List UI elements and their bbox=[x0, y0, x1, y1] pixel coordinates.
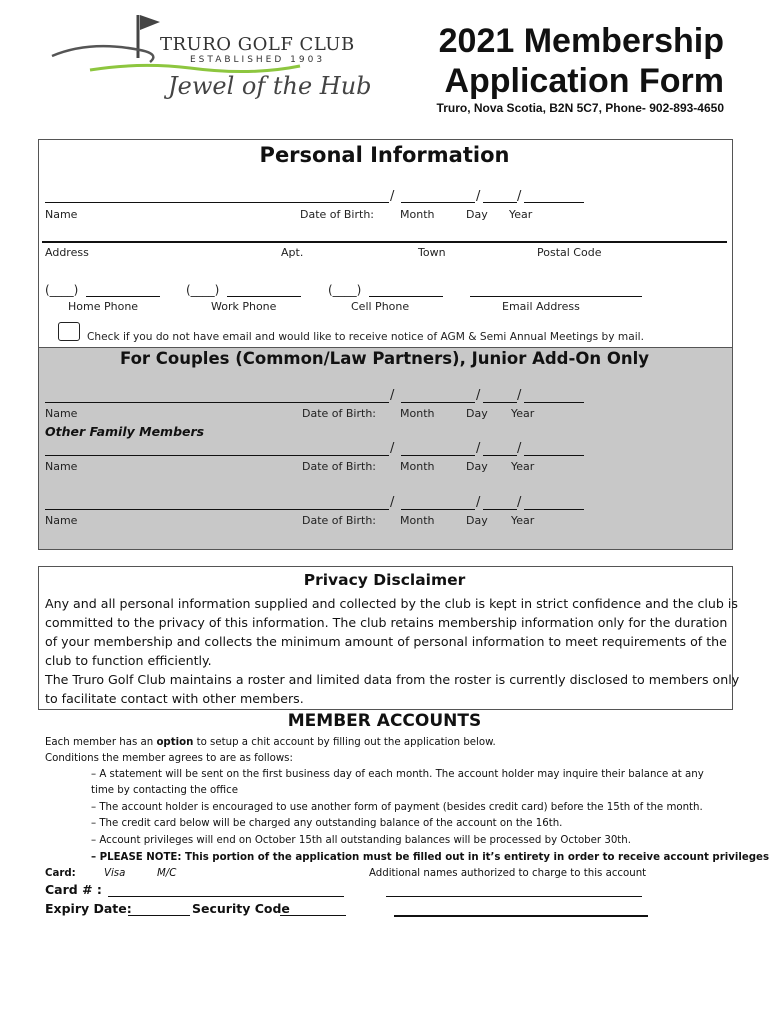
slash: / bbox=[517, 441, 522, 456]
dob-label: Date of Birth: bbox=[300, 208, 375, 221]
family-member-2-dob-month-field[interactable] bbox=[401, 509, 475, 510]
logo-established: ESTABLISHED 1903 bbox=[190, 55, 326, 65]
town-label: Town bbox=[418, 246, 446, 259]
cell-phone-field[interactable] bbox=[369, 296, 443, 297]
month-label: Month bbox=[400, 407, 435, 420]
accounts-heading: MEMBER ACCOUNTS bbox=[287, 711, 482, 731]
cell-area-code: (____) bbox=[328, 283, 362, 297]
slash: / bbox=[517, 189, 522, 204]
card-number-label: Card # : bbox=[45, 882, 102, 897]
address-field[interactable] bbox=[42, 241, 727, 243]
additional-name-field-1[interactable] bbox=[386, 896, 642, 897]
slash: / bbox=[517, 388, 522, 403]
condition-item: – Account privileges will end on October 15th all outstanding balances will be processed by October 30th. bbox=[91, 835, 631, 846]
dob-label: Date of Birth: bbox=[302, 514, 377, 527]
dob-day-field[interactable] bbox=[483, 202, 517, 203]
apt-label: Apt. bbox=[281, 246, 304, 259]
email-label: Email Address bbox=[502, 300, 580, 313]
day-label: Day bbox=[466, 407, 488, 420]
security-code-field[interactable] bbox=[280, 915, 346, 916]
intro-option: option bbox=[156, 737, 194, 748]
condition-note: – PLEASE NOTE: This portion of the application must be filled out in it’s entirety in order to receive account privileges bbox=[91, 852, 770, 863]
work-area-code: (____) bbox=[186, 283, 220, 297]
privacy-line: club to function efficiently. bbox=[45, 653, 212, 668]
family-member-2-dob-day-field[interactable] bbox=[483, 509, 517, 510]
privacy-line: committed to the privacy of this information. The club retains membership information only for the duration bbox=[45, 615, 728, 630]
family-member-1-dob-day-field[interactable] bbox=[483, 455, 517, 456]
month-label: Month bbox=[400, 208, 435, 221]
home-phone-label: Home Phone bbox=[68, 300, 139, 313]
slash: / bbox=[390, 441, 395, 456]
cell-phone-label: Cell Phone bbox=[351, 300, 410, 313]
privacy-line: of your membership and collects the minimum amount of personal information to meet requirements of the bbox=[45, 634, 727, 649]
dob-year-field[interactable] bbox=[524, 202, 584, 203]
logo bbox=[50, 10, 372, 110]
slash: / bbox=[390, 388, 395, 403]
mail-notice-checkbox[interactable] bbox=[58, 322, 80, 341]
partner-dob-month-field[interactable] bbox=[401, 402, 475, 403]
family-member-1-dob-year-field[interactable] bbox=[524, 455, 584, 456]
page-title-line2: Application Form bbox=[444, 62, 724, 100]
privacy-line: The Truro Golf Club maintains a roster and limited data from the roster is currently disclosed to members only bbox=[45, 672, 740, 687]
address-label: Address bbox=[45, 246, 89, 259]
expiry-date-field[interactable] bbox=[128, 915, 190, 916]
name-label: Name bbox=[45, 514, 78, 527]
additional-names-label: Additional names authorized to charge to this account bbox=[369, 868, 647, 879]
year-label: Year bbox=[511, 514, 535, 527]
other-family-members-label: Other Family Members bbox=[45, 424, 205, 439]
slash: / bbox=[476, 495, 481, 510]
partner-dob-year-field[interactable] bbox=[524, 402, 584, 403]
year-label: Year bbox=[511, 460, 535, 473]
club-address: Truro, Nova Scotia, B2N 5C7, Phone- 902-893-4650 bbox=[436, 101, 724, 115]
condition-item: – The account holder is encouraged to use another form of payment (besides credit card) before the 15th of the month. bbox=[91, 802, 703, 813]
conditions-text: Conditions the member agrees to are as follows: bbox=[45, 753, 293, 764]
mc-option[interactable]: M/C bbox=[157, 868, 177, 879]
home-phone-field[interactable] bbox=[86, 296, 160, 297]
name-label: Name bbox=[45, 460, 78, 473]
privacy-line: Any and all personal information supplied and collected by the club is kept in strict confidence and the club is bbox=[45, 596, 738, 611]
slash: / bbox=[476, 388, 481, 403]
card-label: Card: bbox=[45, 868, 76, 879]
logo-tagline: Jewel of the Hub bbox=[168, 72, 372, 100]
expiry-date-label: Expiry Date: bbox=[45, 901, 132, 916]
month-label: Month bbox=[400, 460, 435, 473]
dob-label: Date of Birth: bbox=[302, 407, 377, 420]
home-area-code: (____) bbox=[45, 283, 79, 297]
month-label: Month bbox=[400, 514, 435, 527]
card-number-field[interactable] bbox=[108, 896, 344, 897]
name-label: Name bbox=[45, 407, 78, 420]
logo-name: TRURO GOLF CLUB bbox=[160, 34, 355, 55]
mail-notice-label: Check if you do not have email and would like to receive notice of AGM & Semi Annual Meetings by mail. bbox=[87, 331, 644, 343]
slash: / bbox=[476, 189, 481, 204]
couples-heading: For Couples (Common/Law Partners), Junior Add-On Only bbox=[119, 349, 650, 368]
privacy-line: to facilitate contact with other members. bbox=[45, 691, 304, 706]
work-phone-field[interactable] bbox=[227, 296, 301, 297]
privacy-heading: Privacy Disclaimer bbox=[303, 571, 466, 589]
dob-label: Date of Birth: bbox=[302, 460, 377, 473]
accounts-intro bbox=[45, 735, 496, 752]
condition-item: time by contacting the office bbox=[91, 785, 239, 796]
day-label: Day bbox=[466, 514, 488, 527]
partner-name-field[interactable] bbox=[45, 402, 389, 403]
name-field[interactable] bbox=[45, 202, 389, 203]
privacy-text bbox=[45, 594, 740, 708]
intro-text: to setup a chit account by filling out the application below. bbox=[193, 737, 496, 748]
partner-dob-day-field[interactable] bbox=[483, 402, 517, 403]
family-member-2-name-field[interactable] bbox=[45, 509, 389, 510]
condition-item: – The credit card below will be charged any outstanding balance of the account on the 16th. bbox=[91, 818, 563, 829]
email-field[interactable] bbox=[470, 296, 642, 297]
visa-option[interactable]: Visa bbox=[104, 868, 126, 879]
personal-info-section bbox=[38, 139, 733, 349]
couples-section bbox=[38, 347, 733, 550]
condition-item: – A statement will be sent on the first business day of each month. The account holder may inquire their balance at any bbox=[91, 769, 704, 780]
additional-name-field-2[interactable] bbox=[394, 915, 648, 917]
personal-info-heading: Personal Information bbox=[259, 143, 510, 167]
intro-text: Each member has an bbox=[45, 737, 157, 748]
family-member-1-dob-month-field[interactable] bbox=[401, 455, 475, 456]
name-label: Name bbox=[45, 208, 78, 221]
year-label: Year bbox=[511, 407, 535, 420]
slash: / bbox=[390, 495, 395, 510]
work-phone-label: Work Phone bbox=[211, 300, 277, 313]
slash: / bbox=[476, 441, 481, 456]
year-label: Year bbox=[509, 208, 533, 221]
dob-month-field[interactable] bbox=[401, 202, 475, 203]
family-member-2-dob-year-field[interactable] bbox=[524, 509, 584, 510]
slash: / bbox=[517, 495, 522, 510]
security-code-label: Security Code bbox=[192, 901, 290, 916]
postal-code-label: Postal Code bbox=[537, 246, 602, 259]
day-label: Day bbox=[466, 208, 488, 221]
page-title-line1: 2021 Membership bbox=[438, 22, 724, 60]
day-label: Day bbox=[466, 460, 488, 473]
family-member-1-name-field[interactable] bbox=[45, 455, 389, 456]
slash: / bbox=[390, 189, 395, 204]
